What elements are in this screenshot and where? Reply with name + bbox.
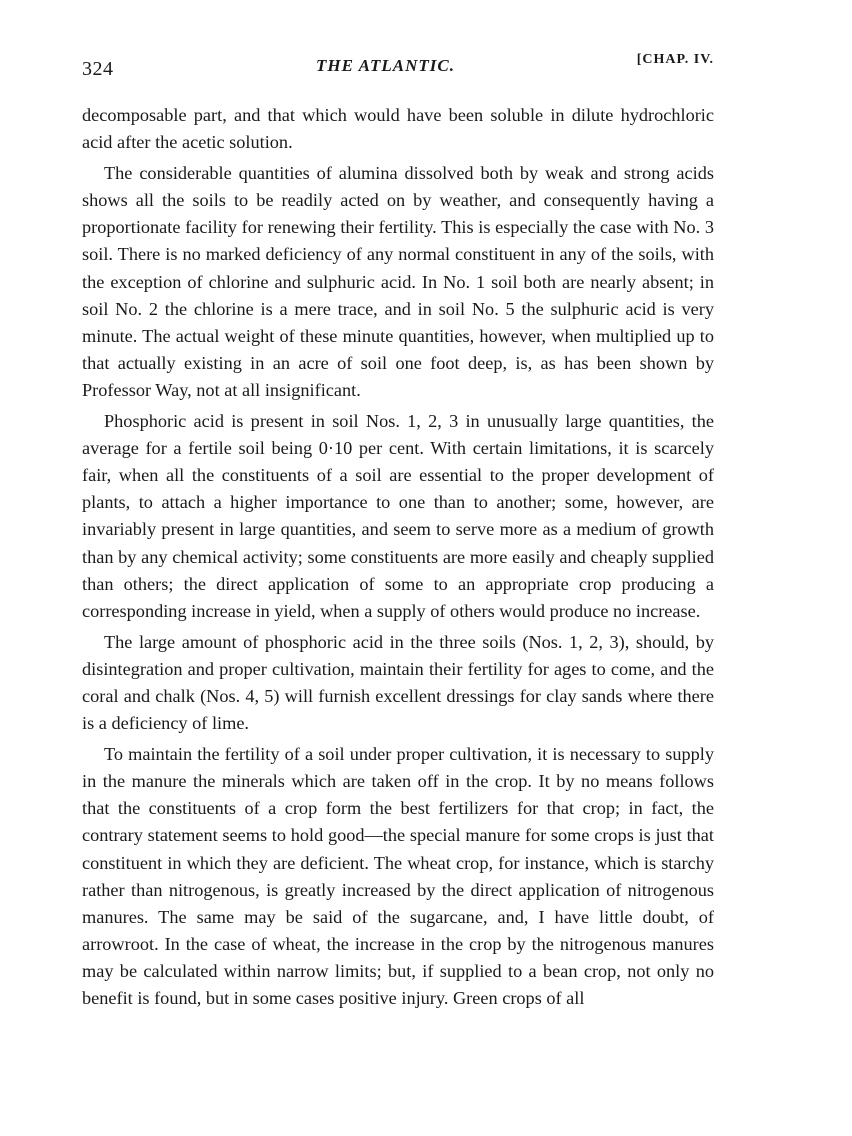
book-page — [82, 46, 714, 1012]
page-number: 324 — [82, 58, 114, 80]
running-title: THE ATLANTIC. — [316, 56, 455, 75]
paragraph-fertility: To maintain the fertility of a soil under proper cultivation, it is necessary to supply in the manure the minerals which are taken off in the crop. It by no means follows that the constituents of a crop form the best fertilizers for that crop; in fact, the contrary statement seems to hold good—the special manure for some crops is just that constituent in which they are deficient. The wheat crop, for instance, which is starchy rather than nitrogenous, is greatly increased by the direct application of nitrogenous manures. The same may be said of the sugarcane, and, I have little doubt, of arrowroot. In the case of wheat, the increase in the crop by the nitrogenous manures may be calculated within narrow limits; but, if supplied to a bean crop, not only no benefit is found, but in some cases positive injury. Green crops of all — [82, 744, 714, 1008]
paragraph-three-soils: The large amount of phosphoric acid in the three soils (Nos. 1, 2, 3), should, by disintegration and proper cultivation, maintain their fertility for ages to come, and the coral and chalk (Nos. 4, 5) will furnish excellent dressings for clay sands where there is a deficiency of lime. — [82, 631, 714, 734]
chapter-reference: [CHAP. IV. — [636, 52, 714, 67]
body-text — [82, 102, 714, 1012]
paragraph-phosphoric-acid: Phosphoric acid is present in soil Nos. 1, 2, 3 in unusually large quantities, the average for a fertile soil being 0·10 per cent. With certain limitations, it is scarcely fair, when all the constituents of a soil are essential to the proper development of plants, to attach a higher importance to one than to another; some, however, are invariably present in large quantities, and seem to serve more as a medium of growth than by any chemical activity; some constituents are more easily and cheaply supplied than others; the direct application of some to an appropriate crop producing a corresponding increase in yield, when a supply of others would produce no increase. — [82, 411, 714, 621]
paragraph-continued: decomposable part, and that which would have been soluble in dilute hydrochloric acid after the acetic solution. — [82, 105, 714, 153]
paragraph-alumina: The considerable quantities of alumina dissolved both by weak and strong acids shows all the soils to be readily acted on by weather, and consequently having a proportionate facility for renewing their fertility. This is especially the case with No. 3 soil. There is no marked deficiency of any normal constituent in any of the soils, with the exception of chlorine and sulphuric acid. In No. 1 soil both are nearly absent; in soil No. 2 the chlorine is a mere trace, and in soil No. 5 the sulphuric acid is very minute. The actual weight of these minute quantities, however, when multiplied up to that actually existing in an acre of soil one foot deep, is, as has been shown by Professor Way, not at all insignificant. — [82, 163, 714, 400]
page-header — [82, 46, 714, 86]
